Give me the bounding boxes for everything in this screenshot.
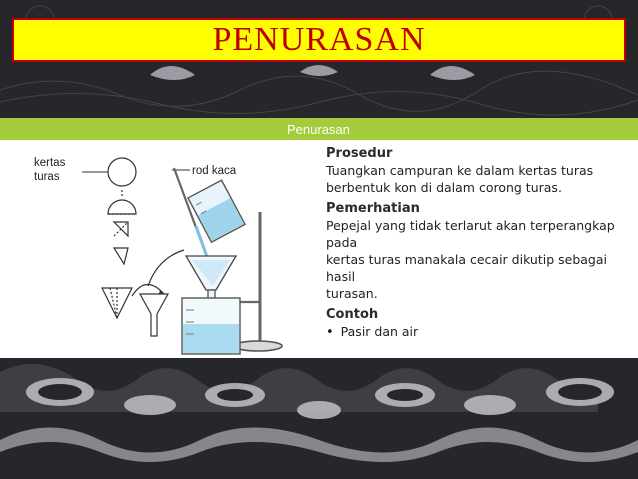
procedure-heading: Prosedur [326, 146, 393, 161]
bullet-icon: • [326, 325, 334, 340]
example-section [326, 307, 638, 340]
procedure-line2: berbentuk kon di dalam corong turas. [326, 180, 562, 195]
instruction-text [326, 146, 638, 345]
slide-title-bar [12, 18, 626, 62]
label-filter-paper-line2: turas [34, 171, 60, 183]
observation-heading: Pemerhatian [326, 201, 420, 216]
example-heading: Contoh [326, 307, 379, 322]
content-panel [0, 118, 638, 358]
observation-line1: Pepejal yang tidak terlarut akan terperangkap pada [326, 218, 615, 250]
observation-line3: turasan. [326, 286, 378, 301]
filtration-diagram [0, 140, 330, 358]
filter-paper-folding-steps [102, 158, 136, 318]
panel-header-strip [0, 118, 638, 140]
slide-title: PENURASAN [212, 21, 426, 58]
receiving-beaker-icon [182, 298, 240, 354]
pouring-beaker-icon [188, 180, 245, 242]
label-glass-rod: rod kaca [192, 165, 237, 177]
procedure-line1: Tuangkan campuran ke dalam kertas turas [326, 163, 594, 178]
small-funnel-icon [140, 294, 168, 336]
arrow-pour-icon [148, 250, 184, 286]
filter-paper-folded-icon [114, 248, 128, 264]
procedure-section [326, 146, 638, 196]
observation-section [326, 201, 638, 302]
filter-paper-circle-icon [108, 158, 136, 186]
panel-tab-label: Penurasan [287, 122, 350, 137]
example-bullet-text: Pasir dan air [340, 324, 419, 339]
observation-line2: kertas turas manakala cecair dikutip sebagai hasil [326, 252, 607, 284]
example-bullet-item [326, 323, 638, 340]
filter-paper-half-icon [108, 200, 136, 214]
label-filter-paper-line1: kertas [34, 157, 66, 169]
